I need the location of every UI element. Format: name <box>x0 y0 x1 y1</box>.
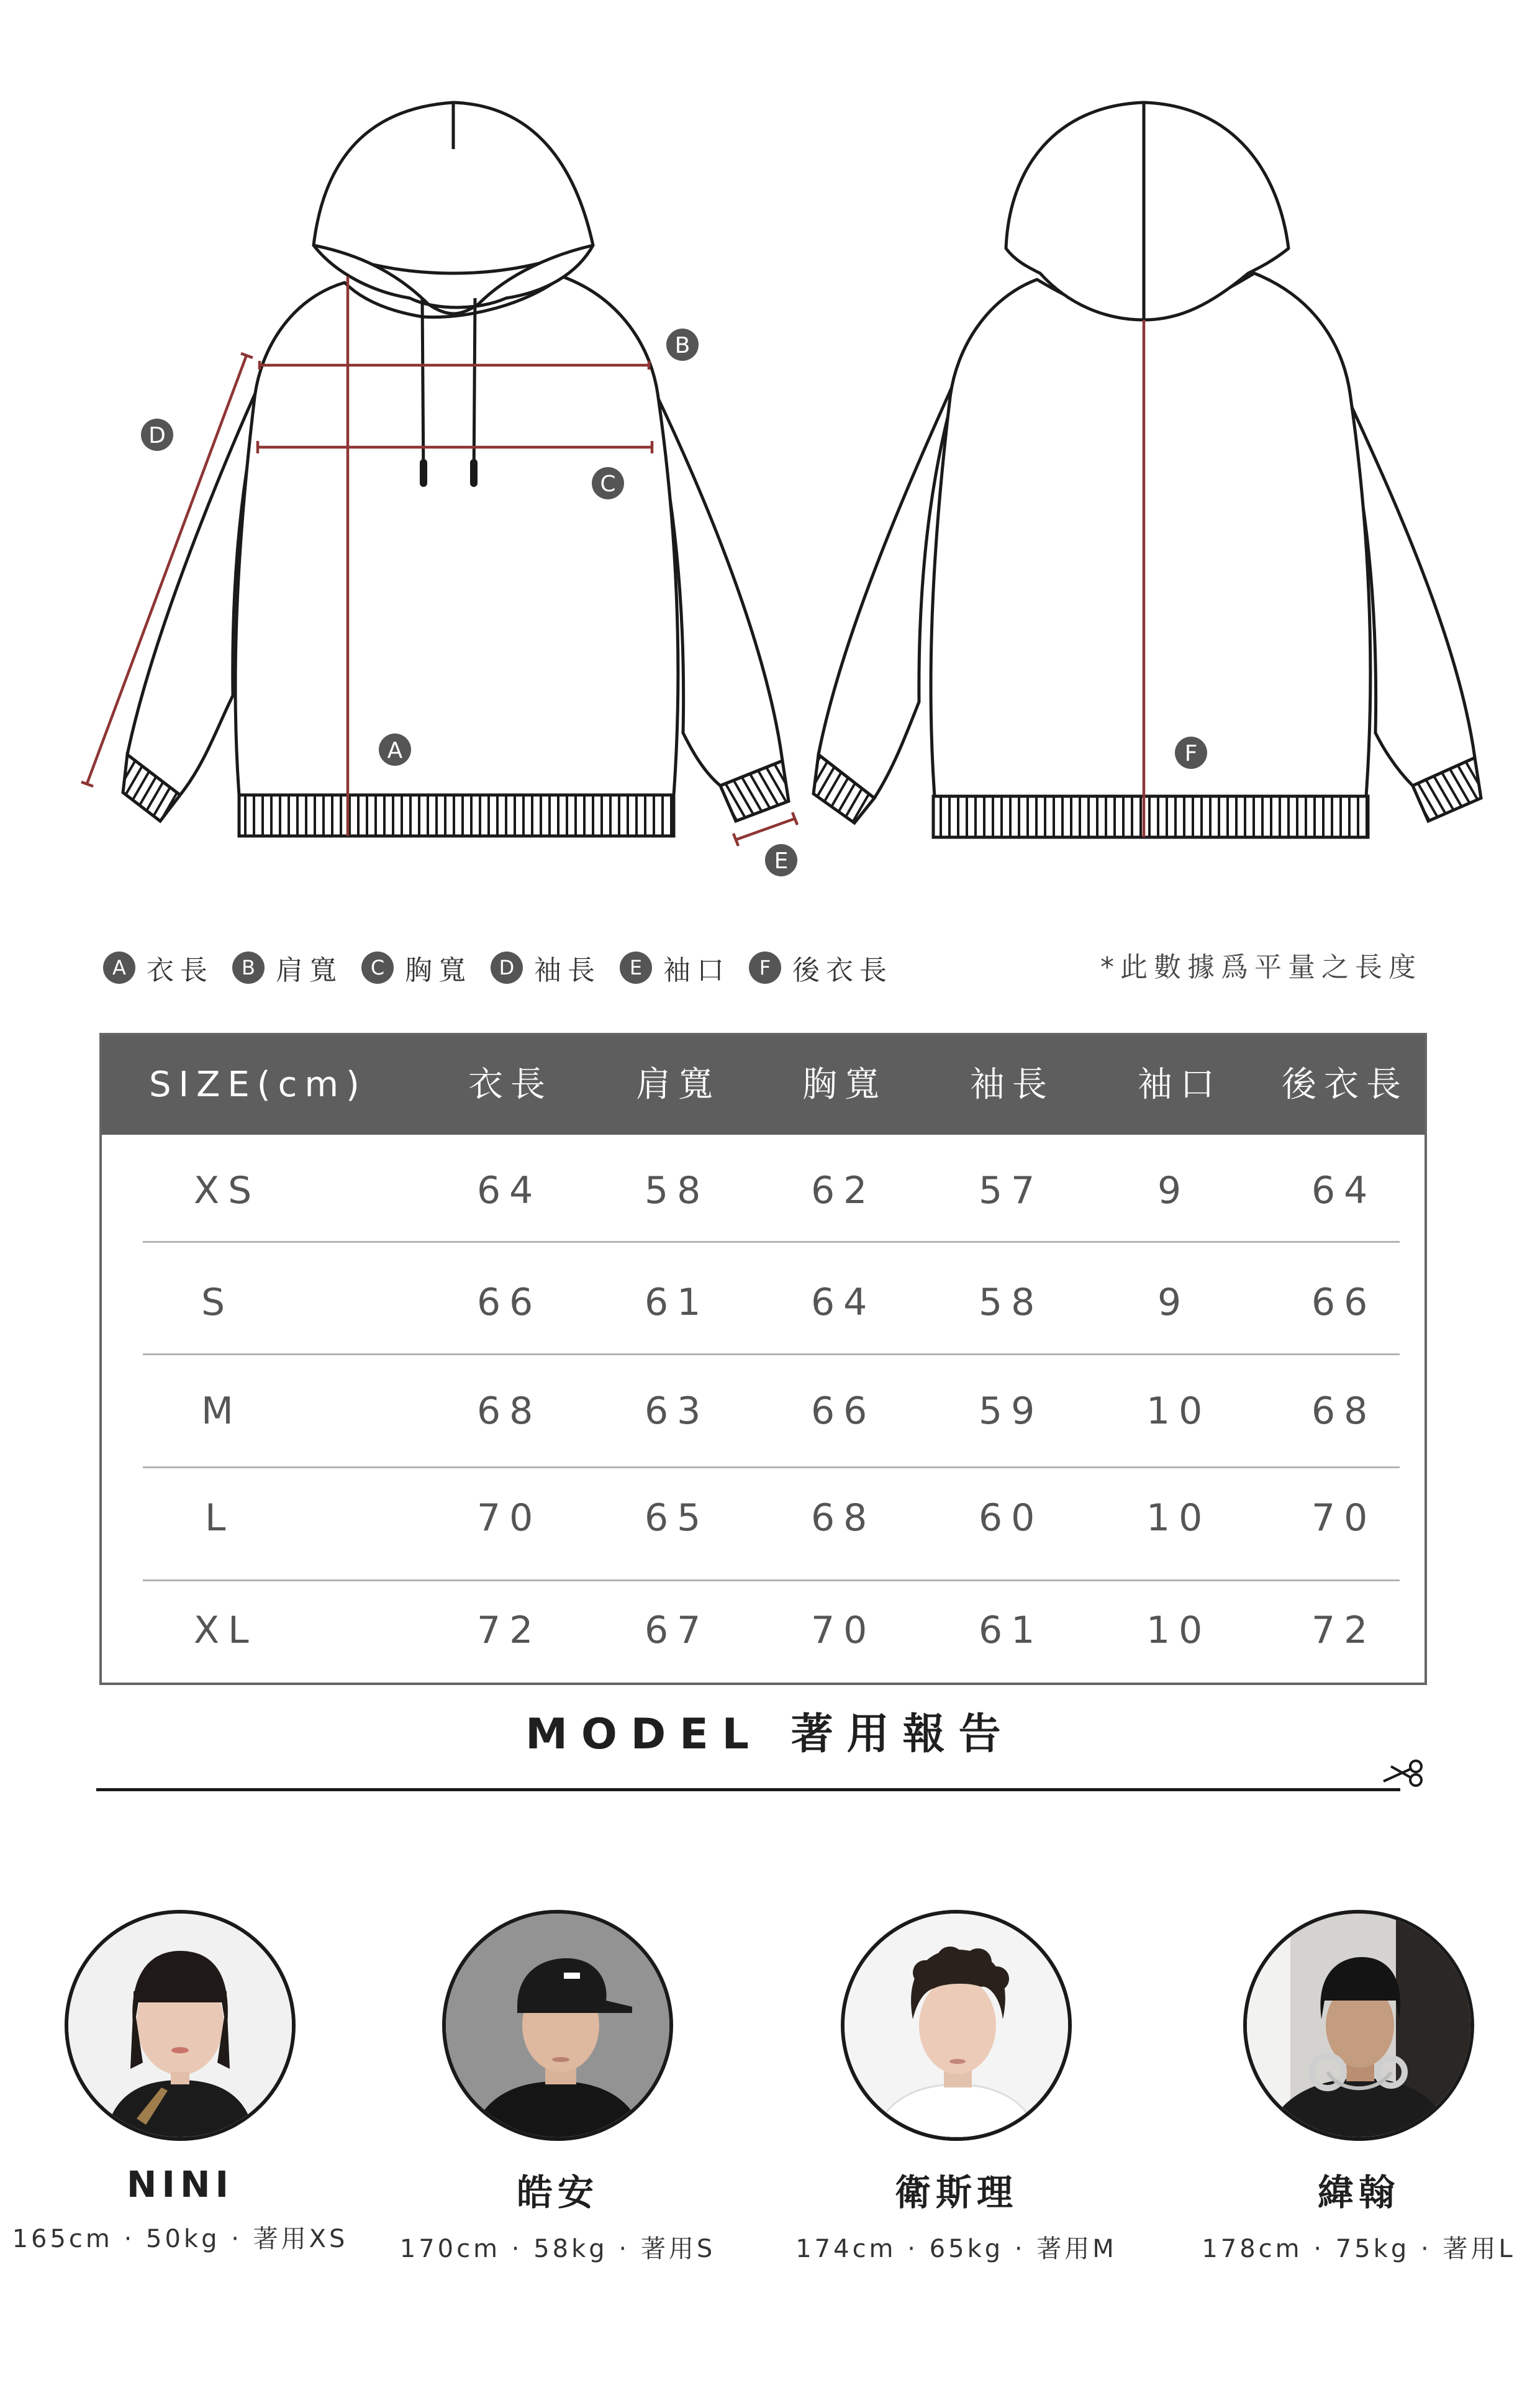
cell-value: 68 <box>477 1389 542 1433</box>
cell-size: XS <box>194 1169 261 1212</box>
table-row <box>102 1135 1424 1247</box>
cell-value: 10 <box>1146 1609 1212 1652</box>
marker-e <box>765 844 797 876</box>
cell-size: S <box>201 1281 234 1324</box>
cell-value: 70 <box>477 1496 542 1540</box>
cell-value: 70 <box>811 1609 876 1652</box>
legend-badge: D <box>491 952 523 984</box>
model-card-haoan <box>371 1910 744 2265</box>
legend-label: 袖口 <box>663 955 730 986</box>
cell-size: XL <box>194 1609 258 1652</box>
cell-value: 68 <box>1311 1389 1377 1433</box>
header-back-length: 後衣長 <box>1282 1065 1408 1105</box>
legend-badge: C <box>361 952 394 984</box>
cell-value: 64 <box>477 1169 542 1212</box>
cell-value: 68 <box>811 1496 876 1540</box>
marker-f <box>1175 737 1207 769</box>
table-row <box>102 1355 1424 1467</box>
legend-label: 肩寬 <box>276 955 343 986</box>
cell-size: M <box>201 1389 242 1433</box>
legend-item-a <box>103 948 214 988</box>
cell-value: 60 <box>979 1496 1044 1540</box>
legend-badge: A <box>103 952 135 984</box>
svg-text:B: B <box>674 333 691 358</box>
measurement-note: *此數據爲平量之長度 <box>1100 952 1422 983</box>
marker-a <box>379 734 411 766</box>
header-length: 衣長 <box>468 1065 553 1105</box>
cell-value: 62 <box>811 1169 876 1212</box>
cell-value: 10 <box>1146 1496 1212 1540</box>
model-info: 170cm · 58kg · 著用S <box>399 2235 716 2263</box>
marker-b <box>666 329 699 361</box>
model-avatar <box>442 1910 673 2141</box>
cell-value: 61 <box>645 1281 710 1324</box>
cell-value: 59 <box>979 1389 1044 1433</box>
header-chest: 胸寬 <box>802 1065 887 1105</box>
model-report-title: MODEL 著用報告 <box>525 1710 1015 1759</box>
table-header <box>102 1035 1424 1135</box>
table-row <box>102 1247 1424 1358</box>
cell-value: 10 <box>1146 1389 1212 1433</box>
table-row <box>102 1462 1424 1574</box>
row-divider <box>143 1241 1400 1243</box>
model-name: NINI <box>126 2163 234 2206</box>
model-card-nini <box>0 1910 366 2255</box>
cell-value: 66 <box>811 1389 876 1433</box>
back-hoodie <box>813 102 1481 837</box>
header-size: SIZE(cm) <box>149 1065 367 1105</box>
legend-badge: B <box>232 952 265 984</box>
model-avatar <box>841 1910 1072 2141</box>
marker-d <box>141 419 173 451</box>
model-info: 165cm · 50kg · 著用XS <box>12 2225 348 2253</box>
front-hoodie <box>81 102 797 876</box>
cell-value: 70 <box>1311 1496 1377 1540</box>
svg-text:D: D <box>148 423 166 448</box>
marker-c <box>592 467 624 499</box>
garment-diagram <box>0 0 1540 907</box>
legend-item-f <box>749 948 893 988</box>
cell-value: 72 <box>477 1609 542 1652</box>
model-avatar <box>1243 1910 1474 2141</box>
cell-value: 64 <box>811 1281 876 1324</box>
cell-value: 64 <box>1311 1169 1377 1212</box>
legend-item-c <box>361 948 472 988</box>
legend-label: 衣長 <box>147 955 214 986</box>
svg-text:C: C <box>600 471 616 497</box>
legend-item-d <box>491 948 601 988</box>
cell-value: 9 <box>1157 1169 1190 1212</box>
legend-badge: F <box>749 952 781 984</box>
legend-label: 袖長 <box>534 955 601 986</box>
model-name: 衛斯理 <box>894 2171 1018 2214</box>
cell-size: L <box>205 1496 235 1540</box>
cell-value: 72 <box>1311 1609 1377 1652</box>
cell-value: 65 <box>645 1496 710 1540</box>
cell-value: 66 <box>477 1281 542 1324</box>
legend-item-b <box>232 948 343 988</box>
cell-value: 67 <box>645 1609 710 1652</box>
legend-label: 胸寬 <box>405 955 472 986</box>
cell-value: 58 <box>979 1281 1044 1324</box>
measurement-legend <box>103 949 912 986</box>
legend-item-e <box>620 948 730 988</box>
model-info: 174cm · 65kg · 著用M <box>795 2235 1117 2263</box>
model-card-wesley <box>770 1910 1143 2265</box>
model-card-weihan <box>1172 1910 1540 2265</box>
svg-text:A: A <box>387 738 403 763</box>
section-divider <box>96 1788 1400 1791</box>
model-name: 緯翰 <box>1317 2171 1400 2214</box>
header-shoulder: 肩寬 <box>636 1065 720 1105</box>
cell-value: 57 <box>979 1169 1044 1212</box>
cell-value: 9 <box>1157 1281 1190 1324</box>
svg-text:E: E <box>774 848 789 874</box>
legend-label: 後衣長 <box>792 955 893 986</box>
cell-value: 63 <box>645 1389 710 1433</box>
svg-text:F: F <box>1184 741 1198 766</box>
model-avatar <box>65 1910 296 2141</box>
model-info: 178cm · 75kg · 著用L <box>1202 2235 1516 2263</box>
header-cuff: 袖口 <box>1138 1065 1222 1105</box>
cell-value: 61 <box>979 1609 1044 1652</box>
scissors-icon <box>1377 1753 1427 1790</box>
cell-value: 66 <box>1311 1281 1377 1324</box>
table-row <box>102 1574 1424 1686</box>
cell-value: 58 <box>645 1169 710 1212</box>
model-name: 皓安 <box>516 2171 599 2214</box>
size-table <box>99 1033 1427 1685</box>
legend-badge: E <box>620 952 652 984</box>
header-sleeve: 袖長 <box>970 1065 1054 1105</box>
